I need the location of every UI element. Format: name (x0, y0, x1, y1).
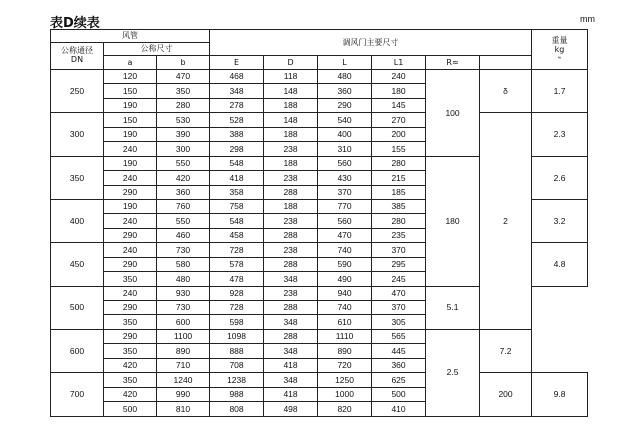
header-e: E (210, 56, 264, 70)
cell-l1: 245 (372, 272, 426, 286)
cell-a: 240 (104, 142, 157, 156)
cell-e: 528 (210, 113, 264, 127)
cell-d: 238 (264, 243, 318, 257)
cell-b: 580 (157, 257, 210, 271)
cell-b: 390 (157, 127, 210, 141)
dn-cell: 500 (51, 286, 104, 329)
cell-a: 190 (104, 98, 157, 112)
thickness-cell: δ (480, 70, 532, 113)
cell-l1: 360 (372, 358, 426, 372)
cell-l: 480 (318, 70, 372, 84)
dn-cell: 450 (51, 243, 104, 286)
cell-a: 350 (104, 272, 157, 286)
cell-e: 418 (210, 171, 264, 185)
cell-e: 348 (210, 84, 264, 98)
cell-d: 288 (264, 185, 318, 199)
cell-a: 290 (104, 228, 157, 242)
cell-l: 1000 (318, 387, 372, 401)
cell-d: 238 (264, 214, 318, 228)
cell-l: 290 (318, 98, 372, 112)
cell-l1: 185 (372, 185, 426, 199)
cell-a: 350 (104, 344, 157, 358)
r-cell: 180 (426, 156, 480, 286)
cell-l: 540 (318, 113, 372, 127)
header-l1: L1 (372, 56, 426, 70)
cell-d: 348 (264, 373, 318, 387)
cell-e: 548 (210, 214, 264, 228)
cell-b: 760 (157, 199, 210, 213)
cell-d: 288 (264, 301, 318, 315)
cell-b: 890 (157, 344, 210, 358)
cell-b: 300 (157, 142, 210, 156)
cell-l1: 200 (372, 127, 426, 141)
table-row (51, 113, 588, 127)
dn-cell: 700 (51, 373, 104, 416)
weight-cell: 2.6 (532, 156, 588, 199)
cell-e: 728 (210, 243, 264, 257)
cell-l: 820 (318, 402, 372, 416)
cell-b: 990 (157, 387, 210, 401)
cell-b: 470 (157, 70, 210, 84)
cell-e: 578 (210, 257, 264, 271)
header-d: D (264, 56, 318, 70)
cell-b: 480 (157, 272, 210, 286)
cell-l: 560 (318, 214, 372, 228)
weight-cell: 9.8 (532, 373, 588, 416)
cell-a: 150 (104, 113, 157, 127)
cell-b: 730 (157, 301, 210, 315)
thickness-cell: 2 (480, 113, 532, 330)
cell-e: 598 (210, 315, 264, 329)
cell-a: 240 (104, 171, 157, 185)
cell-e: 278 (210, 98, 264, 112)
cell-d: 238 (264, 142, 318, 156)
weight-cell: 3.2 (532, 199, 588, 242)
cell-d: 418 (264, 387, 318, 401)
cell-e: 478 (210, 272, 264, 286)
cell-a: 190 (104, 156, 157, 170)
cell-e: 458 (210, 228, 264, 242)
weight-cell: 5.1 (426, 286, 480, 329)
cell-e: 728 (210, 301, 264, 315)
table-row (51, 373, 588, 387)
cell-l1: 280 (372, 214, 426, 228)
cell-b: 460 (157, 228, 210, 242)
cell-a: 240 (104, 243, 157, 257)
cell-e: 548 (210, 156, 264, 170)
cell-d: 288 (264, 329, 318, 343)
cell-a: 420 (104, 387, 157, 401)
cell-l1: 280 (372, 156, 426, 170)
cell-l: 890 (318, 344, 372, 358)
cell-d: 498 (264, 402, 318, 416)
cell-l: 740 (318, 301, 372, 315)
cell-a: 350 (104, 315, 157, 329)
cell-l: 610 (318, 315, 372, 329)
header-duct: 风管 (51, 30, 210, 43)
cell-l1: 410 (372, 402, 426, 416)
header-a: a (104, 56, 157, 70)
dn-cell: 400 (51, 199, 104, 242)
dn-cell: 600 (51, 329, 104, 372)
cell-e: 758 (210, 199, 264, 213)
cell-l1: 270 (372, 113, 426, 127)
table-title: 表D续表 (50, 16, 100, 31)
cell-l: 370 (318, 185, 372, 199)
dn-cell: 350 (51, 156, 104, 199)
cell-l1: 305 (372, 315, 426, 329)
cell-e: 468 (210, 70, 264, 84)
cell-d: 238 (264, 286, 318, 300)
weight-cell: 4.8 (532, 243, 588, 286)
cell-l1: 180 (372, 84, 426, 98)
cell-a: 150 (104, 84, 157, 98)
cell-l1: 625 (372, 373, 426, 387)
cell-d: 188 (264, 98, 318, 112)
cell-l: 470 (318, 228, 372, 242)
cell-l1: 565 (372, 329, 426, 343)
cell-d: 188 (264, 199, 318, 213)
cell-l1: 235 (372, 228, 426, 242)
cell-b: 730 (157, 243, 210, 257)
cell-a: 500 (104, 402, 157, 416)
cell-b: 600 (157, 315, 210, 329)
cell-b: 350 (157, 84, 210, 98)
table-row (51, 329, 588, 343)
cell-l1: 370 (372, 301, 426, 315)
header-r: R≈ (426, 56, 480, 70)
weight-cell: 7.2 (480, 329, 532, 372)
cell-l: 740 (318, 243, 372, 257)
cell-b: 530 (157, 113, 210, 127)
cell-a: 190 (104, 199, 157, 213)
cell-l: 490 (318, 272, 372, 286)
dn-cell: 250 (51, 70, 104, 113)
cell-l1: 500 (372, 387, 426, 401)
header-l: L (318, 56, 372, 70)
cell-b: 420 (157, 171, 210, 185)
cell-l1: 445 (372, 344, 426, 358)
cell-l: 720 (318, 358, 372, 372)
dimension-table (50, 29, 588, 417)
cell-d: 418 (264, 358, 318, 372)
cell-l: 1110 (318, 329, 372, 343)
cell-b: 280 (157, 98, 210, 112)
cell-d: 148 (264, 84, 318, 98)
table-row (51, 70, 588, 84)
cell-b: 810 (157, 402, 210, 416)
cell-e: 1238 (210, 373, 264, 387)
header-b: b (157, 56, 210, 70)
dn-cell: 300 (51, 113, 104, 156)
r-cell: 200 (480, 373, 532, 416)
header-thickness (480, 56, 532, 70)
cell-d: 348 (264, 315, 318, 329)
header-damper-dims: 调风门主要尺寸 (210, 30, 532, 56)
cell-l: 430 (318, 171, 372, 185)
cell-a: 290 (104, 185, 157, 199)
cell-a: 240 (104, 286, 157, 300)
cell-a: 120 (104, 70, 157, 84)
cell-l: 770 (318, 199, 372, 213)
cell-b: 930 (157, 286, 210, 300)
cell-d: 188 (264, 127, 318, 141)
cell-e: 988 (210, 387, 264, 401)
cell-l: 400 (318, 127, 372, 141)
cell-e: 1098 (210, 329, 264, 343)
cell-e: 928 (210, 286, 264, 300)
cell-d: 348 (264, 272, 318, 286)
cell-d: 288 (264, 257, 318, 271)
header-weight: 重量 kg ≈ (532, 30, 588, 70)
r-cell: 100 (426, 70, 480, 157)
header-nominal-bore: 公称通径 DN (51, 43, 104, 70)
cell-e: 388 (210, 127, 264, 141)
cell-b: 1100 (157, 329, 210, 343)
weight-cell: 1.7 (532, 70, 588, 113)
cell-b: 550 (157, 156, 210, 170)
cell-l1: 370 (372, 243, 426, 257)
header-nominal-size: 公称尺寸 (104, 43, 210, 56)
cell-l1: 215 (372, 171, 426, 185)
cell-l1: 385 (372, 199, 426, 213)
cell-d: 148 (264, 113, 318, 127)
cell-b: 1240 (157, 373, 210, 387)
cell-l: 940 (318, 286, 372, 300)
cell-l1: 240 (372, 70, 426, 84)
cell-l1: 470 (372, 286, 426, 300)
cell-a: 350 (104, 373, 157, 387)
cell-a: 190 (104, 127, 157, 141)
cell-l: 1250 (318, 373, 372, 387)
unit-label: mm (580, 14, 595, 24)
cell-b: 710 (157, 358, 210, 372)
cell-l1: 145 (372, 98, 426, 112)
cell-l1: 155 (372, 142, 426, 156)
cell-l: 310 (318, 142, 372, 156)
cell-e: 358 (210, 185, 264, 199)
cell-l: 360 (318, 84, 372, 98)
cell-a: 240 (104, 214, 157, 228)
cell-d: 188 (264, 156, 318, 170)
cell-e: 298 (210, 142, 264, 156)
cell-l1: 295 (372, 257, 426, 271)
weight-cell: 2.3 (532, 113, 588, 156)
cell-a: 420 (104, 358, 157, 372)
cell-e: 708 (210, 358, 264, 372)
thickness-cell: 2.5 (426, 329, 480, 416)
cell-b: 550 (157, 214, 210, 228)
cell-d: 288 (264, 228, 318, 242)
cell-b: 360 (157, 185, 210, 199)
cell-e: 888 (210, 344, 264, 358)
cell-a: 290 (104, 257, 157, 271)
cell-e: 808 (210, 402, 264, 416)
cell-a: 290 (104, 329, 157, 343)
cell-l: 560 (318, 156, 372, 170)
cell-a: 290 (104, 301, 157, 315)
cell-l: 590 (318, 257, 372, 271)
cell-d: 118 (264, 70, 318, 84)
cell-d: 238 (264, 171, 318, 185)
cell-d: 348 (264, 344, 318, 358)
